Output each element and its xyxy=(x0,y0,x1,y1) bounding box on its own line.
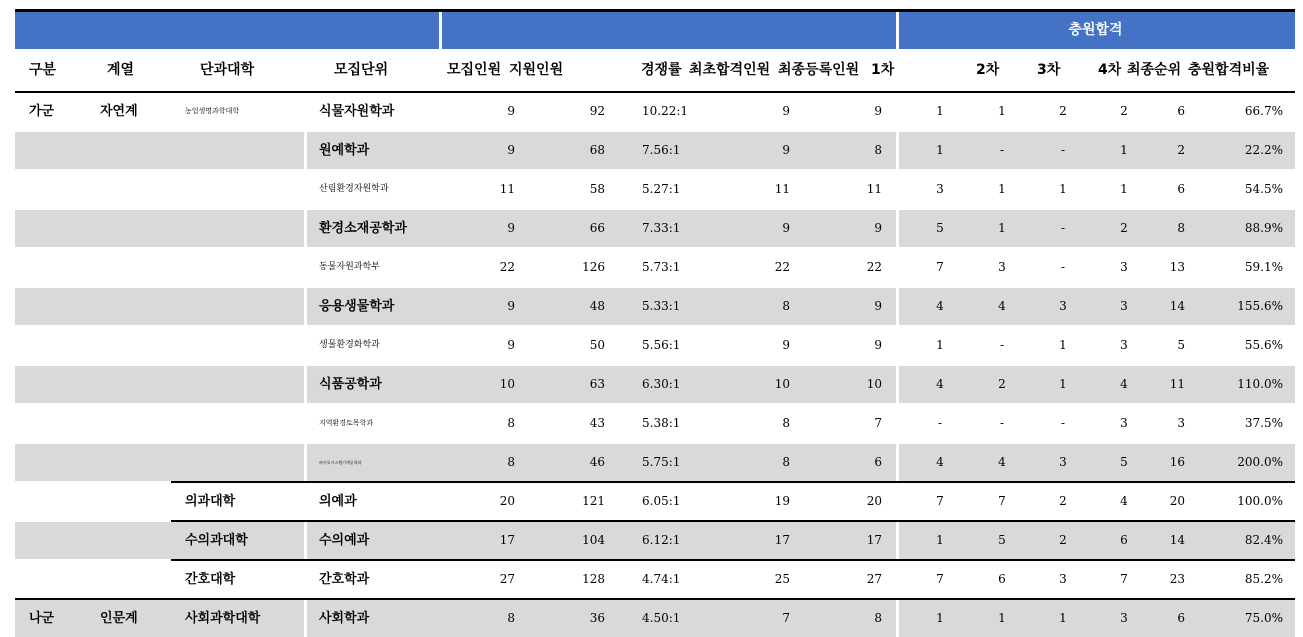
cell-round3: 1 xyxy=(1059,611,1067,625)
cell-round4: 1 xyxy=(1120,182,1128,196)
cell-college: 간호대학 xyxy=(185,572,236,587)
cell-round1: 3 xyxy=(936,182,944,196)
cell-round1: 1 xyxy=(936,533,944,547)
col-header-college: 단과대학 xyxy=(200,62,255,78)
cell-round2: - xyxy=(999,143,1005,157)
cell-final-reg: 8 xyxy=(874,611,882,625)
cell-add-ratio: 37.5% xyxy=(1244,416,1283,430)
cell-final-rank: 13 xyxy=(1169,260,1185,274)
table-row xyxy=(15,208,1295,247)
cell-add-ratio: 85.2% xyxy=(1244,572,1283,586)
cell-ratio: 5.33:1 xyxy=(642,299,681,313)
cell-round1: 7 xyxy=(936,572,944,586)
cell-final-reg: 6 xyxy=(874,455,882,469)
cell-round3: 3 xyxy=(1059,455,1067,469)
cell-final-rank: 14 xyxy=(1169,533,1185,547)
cell-applicants: 50 xyxy=(589,338,605,352)
cell-applicants: 126 xyxy=(582,260,605,274)
cell-round4: 2 xyxy=(1120,221,1128,235)
cell-round3: - xyxy=(1060,260,1066,274)
header-group-bar xyxy=(15,12,1295,49)
table-row xyxy=(15,520,1295,559)
cell-round3: 2 xyxy=(1059,494,1067,508)
cell-applicants: 46 xyxy=(589,455,605,469)
cell-recruit: 11 xyxy=(499,182,515,196)
table-row xyxy=(15,481,1295,520)
column-separator xyxy=(304,327,307,364)
cell-first-pass: 9 xyxy=(782,338,790,352)
cell-round3: 2 xyxy=(1059,533,1067,547)
column-separator xyxy=(304,444,307,481)
cell-recruit: 9 xyxy=(507,221,515,235)
col-header-round3: 3차 xyxy=(1037,62,1061,78)
col-header-round1: 1차 xyxy=(871,62,895,78)
cell-final-reg: 20 xyxy=(866,494,882,508)
cell-ratio: 10.22:1 xyxy=(642,104,689,118)
cell-first-pass: 9 xyxy=(782,104,790,118)
cell-final-rank: 2 xyxy=(1177,143,1185,157)
cell-round1: 4 xyxy=(936,299,944,313)
header-separator xyxy=(439,12,442,49)
cell-recruit: 22 xyxy=(499,260,515,274)
cell-recruit: 20 xyxy=(499,494,515,508)
cell-round3: - xyxy=(1060,416,1066,430)
cell-round1: 4 xyxy=(936,455,944,469)
cell-round3: - xyxy=(1060,221,1066,235)
cell-division: 가군 xyxy=(29,104,55,119)
cell-first-pass: 11 xyxy=(774,182,790,196)
cell-round1: 1 xyxy=(936,104,944,118)
column-separator xyxy=(896,600,899,637)
column-separator xyxy=(304,405,307,442)
cell-final-rank: 6 xyxy=(1177,104,1185,118)
cell-first-pass: 9 xyxy=(782,143,790,157)
cell-add-ratio: 82.4% xyxy=(1244,533,1283,547)
cell-college: 농업생명과학대학 xyxy=(185,107,240,115)
table-row xyxy=(15,325,1295,364)
cell-unit: 식품공학과 xyxy=(319,377,382,392)
cell-applicants: 58 xyxy=(589,182,605,196)
column-separator xyxy=(896,210,899,247)
cell-unit: 생물환경화학과 xyxy=(319,340,380,350)
table-row xyxy=(15,93,1295,130)
col-header-field: 계열 xyxy=(107,62,135,78)
cell-final-rank: 14 xyxy=(1169,299,1185,313)
column-separator xyxy=(896,444,899,481)
cell-division: 나군 xyxy=(29,611,55,626)
cell-field: 자연계 xyxy=(100,104,138,119)
col-header-applicants: 지원인원 xyxy=(509,62,564,78)
table-row xyxy=(15,286,1295,325)
cell-round1: 5 xyxy=(936,221,944,235)
cell-recruit: 8 xyxy=(507,416,515,430)
cell-ratio: 5.56:1 xyxy=(642,338,681,352)
cell-add-ratio: 55.6% xyxy=(1244,338,1283,352)
cell-ratio: 6.12:1 xyxy=(642,533,681,547)
cell-add-ratio: 110.0% xyxy=(1237,377,1283,391)
column-separator xyxy=(896,522,899,559)
cell-round2: - xyxy=(999,338,1005,352)
cell-round1: 7 xyxy=(936,260,944,274)
col-header-division: 구분 xyxy=(29,62,57,78)
cell-round4: 7 xyxy=(1120,572,1128,586)
cell-first-pass: 25 xyxy=(774,572,790,586)
cell-round2: 2 xyxy=(998,377,1006,391)
cell-unit: 바이오시스템기계공학과 xyxy=(319,460,362,465)
cell-add-ratio: 59.1% xyxy=(1244,260,1283,274)
cell-unit: 수의예과 xyxy=(319,533,370,548)
cell-ratio: 5.27:1 xyxy=(642,182,681,196)
cell-round2: 1 xyxy=(998,182,1006,196)
column-separator xyxy=(896,405,899,442)
cell-ratio: 4.50:1 xyxy=(642,611,681,625)
cell-unit: 산림환경자원학과 xyxy=(319,184,389,194)
cell-round4: 5 xyxy=(1120,455,1128,469)
cell-add-ratio: 100.0% xyxy=(1237,494,1283,508)
col-header-final-rank: 최종순위 xyxy=(1127,62,1182,78)
cell-round4: 6 xyxy=(1120,533,1128,547)
cell-round1: 1 xyxy=(936,143,944,157)
cell-round3: 1 xyxy=(1059,182,1067,196)
cell-ratio: 5.75:1 xyxy=(642,455,681,469)
cell-first-pass: 8 xyxy=(782,455,790,469)
cell-final-rank: 20 xyxy=(1169,494,1185,508)
cell-final-rank: 8 xyxy=(1177,221,1185,235)
cell-round4: 3 xyxy=(1120,611,1128,625)
cell-round3: 1 xyxy=(1059,377,1067,391)
cell-ratio: 5.38:1 xyxy=(642,416,681,430)
cell-final-reg: 10 xyxy=(866,377,882,391)
cell-round2: 5 xyxy=(998,533,1006,547)
col-header-round2: 2차 xyxy=(976,62,1000,78)
cell-round4: 3 xyxy=(1120,299,1128,313)
cell-recruit: 27 xyxy=(499,572,515,586)
col-header-final-reg: 최종등록인원 xyxy=(778,62,860,78)
column-separator xyxy=(304,210,307,247)
cell-round2: 1 xyxy=(998,611,1006,625)
column-separator xyxy=(304,366,307,403)
cell-final-rank: 3 xyxy=(1177,416,1185,430)
cell-unit: 지역환경토목학과 xyxy=(319,419,374,427)
cell-round4: 3 xyxy=(1120,416,1128,430)
cell-round2: 7 xyxy=(998,494,1006,508)
cell-final-rank: 5 xyxy=(1177,338,1185,352)
cell-round4: 4 xyxy=(1120,494,1128,508)
col-header-unit: 모집단위 xyxy=(334,62,389,78)
cell-round2: - xyxy=(999,416,1005,430)
cell-recruit: 8 xyxy=(507,611,515,625)
column-separator xyxy=(896,288,899,325)
cell-ratio: 7.56:1 xyxy=(642,143,681,157)
column-separator xyxy=(304,132,307,169)
cell-add-ratio: 22.2% xyxy=(1244,143,1283,157)
cell-recruit: 9 xyxy=(507,338,515,352)
column-separator xyxy=(896,132,899,169)
cell-applicants: 43 xyxy=(589,416,605,430)
column-separator xyxy=(896,561,899,598)
cell-unit: 간호학과 xyxy=(319,572,370,587)
header-group-title: 충원합격 xyxy=(1068,22,1123,38)
cell-round1: 1 xyxy=(936,611,944,625)
column-separator xyxy=(304,93,307,130)
cell-round3: 3 xyxy=(1059,299,1067,313)
column-separator xyxy=(304,561,307,598)
cell-college: 수의과대학 xyxy=(185,533,248,548)
cell-recruit: 9 xyxy=(507,299,515,313)
column-separator xyxy=(896,249,899,286)
cell-final-rank: 6 xyxy=(1177,182,1185,196)
column-separator xyxy=(304,483,307,520)
cell-first-pass: 19 xyxy=(774,494,790,508)
cell-first-pass: 7 xyxy=(782,611,790,625)
cell-round4: 4 xyxy=(1120,377,1128,391)
cell-applicants: 63 xyxy=(589,377,605,391)
col-header-ratio: 경쟁률 xyxy=(641,62,682,78)
cell-round4: 2 xyxy=(1120,104,1128,118)
cell-first-pass: 8 xyxy=(782,299,790,313)
column-separator xyxy=(304,288,307,325)
column-header-row xyxy=(15,49,1295,93)
cell-final-rank: 6 xyxy=(1177,611,1185,625)
cell-round1: 1 xyxy=(936,338,944,352)
cell-add-ratio: 66.7% xyxy=(1244,104,1283,118)
cell-ratio: 5.73:1 xyxy=(642,260,681,274)
cell-round1: - xyxy=(937,416,943,430)
cell-add-ratio: 54.5% xyxy=(1244,182,1283,196)
cell-unit: 환경소재공학과 xyxy=(319,221,407,236)
col-header-add-ratio: 충원합격비율 xyxy=(1188,62,1270,78)
cell-first-pass: 17 xyxy=(774,533,790,547)
cell-round2: 1 xyxy=(998,104,1006,118)
cell-add-ratio: 155.6% xyxy=(1237,299,1283,313)
table-row xyxy=(15,598,1295,637)
cell-round3: - xyxy=(1060,143,1066,157)
cell-round4: 3 xyxy=(1120,260,1128,274)
cell-round2: 6 xyxy=(998,572,1006,586)
table-row xyxy=(15,364,1295,403)
cell-ratio: 6.30:1 xyxy=(642,377,681,391)
cell-field: 인문계 xyxy=(100,611,138,626)
cell-round2: 4 xyxy=(998,299,1006,313)
cell-first-pass: 8 xyxy=(782,416,790,430)
cell-ratio: 7.33:1 xyxy=(642,221,681,235)
table-row xyxy=(15,403,1295,442)
column-separator xyxy=(304,171,307,208)
column-separator xyxy=(304,522,307,559)
cell-round2: 4 xyxy=(998,455,1006,469)
cell-final-rank: 23 xyxy=(1169,572,1185,586)
cell-final-reg: 9 xyxy=(874,221,882,235)
col-header-recruit: 모집인원 xyxy=(447,62,502,78)
cell-add-ratio: 88.9% xyxy=(1244,221,1283,235)
table-row xyxy=(15,442,1295,481)
cell-unit: 의예과 xyxy=(319,494,357,509)
cell-unit: 원예학과 xyxy=(319,143,370,158)
cell-final-reg: 9 xyxy=(874,338,882,352)
cell-round3: 1 xyxy=(1059,338,1067,352)
cell-first-pass: 9 xyxy=(782,221,790,235)
cell-final-reg: 9 xyxy=(874,299,882,313)
table-row xyxy=(15,169,1295,208)
column-separator xyxy=(304,600,307,637)
cell-unit: 응용생물학과 xyxy=(319,299,395,314)
cell-round2: 1 xyxy=(998,221,1006,235)
cell-college: 사회과학대학 xyxy=(185,611,261,626)
col-header-round4: 4차 xyxy=(1098,62,1122,78)
cell-final-reg: 9 xyxy=(874,104,882,118)
cell-round3: 2 xyxy=(1059,104,1067,118)
cell-round4: 3 xyxy=(1120,338,1128,352)
column-separator xyxy=(896,327,899,364)
cell-applicants: 48 xyxy=(589,299,605,313)
cell-final-reg: 27 xyxy=(866,572,882,586)
cell-recruit: 8 xyxy=(507,455,515,469)
cell-applicants: 68 xyxy=(589,143,605,157)
cell-final-reg: 17 xyxy=(866,533,882,547)
cell-round3: 3 xyxy=(1059,572,1067,586)
cell-first-pass: 22 xyxy=(774,260,790,274)
cell-unit: 사회학과 xyxy=(319,611,370,626)
column-separator xyxy=(304,249,307,286)
cell-add-ratio: 200.0% xyxy=(1237,455,1283,469)
cell-ratio: 6.05:1 xyxy=(642,494,681,508)
cell-recruit: 17 xyxy=(499,533,515,547)
column-separator xyxy=(896,366,899,403)
column-separator xyxy=(896,171,899,208)
cell-final-reg: 22 xyxy=(866,260,882,274)
table-row xyxy=(15,559,1295,598)
cell-round1: 7 xyxy=(936,494,944,508)
cell-final-rank: 16 xyxy=(1169,455,1185,469)
cell-applicants: 121 xyxy=(582,494,605,508)
cell-round2: 3 xyxy=(998,260,1006,274)
table-row xyxy=(15,130,1295,169)
cell-round4: 1 xyxy=(1120,143,1128,157)
cell-applicants: 104 xyxy=(582,533,605,547)
cell-final-rank: 11 xyxy=(1169,377,1185,391)
admission-table xyxy=(15,9,1295,637)
cell-applicants: 36 xyxy=(589,611,605,625)
cell-round1: 4 xyxy=(936,377,944,391)
table-body xyxy=(15,93,1295,637)
cell-unit: 동물자원과학부 xyxy=(319,262,380,272)
cell-recruit: 9 xyxy=(507,143,515,157)
cell-first-pass: 10 xyxy=(774,377,790,391)
cell-final-reg: 11 xyxy=(866,182,882,196)
cell-applicants: 92 xyxy=(589,104,605,118)
cell-ratio: 4.74:1 xyxy=(642,572,681,586)
cell-final-reg: 7 xyxy=(874,416,882,430)
column-separator xyxy=(896,483,899,520)
cell-add-ratio: 75.0% xyxy=(1244,611,1283,625)
cell-applicants: 66 xyxy=(589,221,605,235)
cell-final-reg: 8 xyxy=(874,143,882,157)
col-header-first-pass: 최초합격인원 xyxy=(689,62,771,78)
cell-applicants: 128 xyxy=(582,572,605,586)
cell-recruit: 9 xyxy=(507,104,515,118)
cell-recruit: 10 xyxy=(499,377,515,391)
column-separator xyxy=(896,93,899,130)
table-row xyxy=(15,247,1295,286)
cell-unit: 식물자원학과 xyxy=(319,104,395,119)
cell-college: 의과대학 xyxy=(185,494,236,509)
